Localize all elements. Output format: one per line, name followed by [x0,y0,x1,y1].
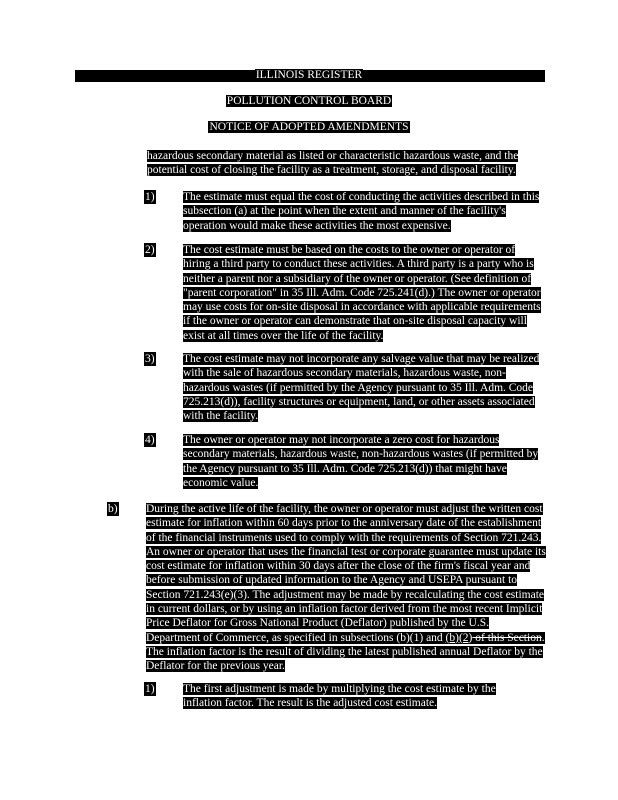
item-b1-text: The first adjustment is made by multiplying the cost estimate by the inflation factor. The result is the adjusted cost estimate. [183,683,496,710]
item-b-text: During the active life of the facility, the owner or operator must adjust the written cost estimate for inflation within 60 days prior to the anniversary date of the establishment of the financial instruments used to comply with the requirements of Section 721.243. An owner or operator that uses the financial test or corporate guarantee must update its cost estimate for inflation within 30 days after the close of the firm's fiscal year and before submission of updated information to the Agency and USEPA pursuant to Section 721.243(e)(3). The adjustment may be made by recalculating the cost estimate in current dollars, or by using an inflation factor derived from the most recent Implicit Price Deflator for Gross National Product (Deflator) published by the U.S. Department of Commerce, as specified in subsections (b)(1) and (b)(2) of this Section. The inflation factor is the result of dividing the latest published annual Deflator by the Deflator for the previous year. [146,503,546,673]
item-b1-marker: 1) [145,683,155,695]
item-2-text: The cost estimate must be based on the costs to the owner or operator of hiring a third party to conduct these activities. A third party is a party who is neither a parent nor a subsidiary of the owner or operator. (See definition of "parent corporation" in 35 Ill. Adm. Code 725.241(d).) The owner or operator may use costs for on-site disposal in accordance with applicable requirements if the owner or operator can demonstrate that on-site disposal capacity will exist at all times over the life of the facility. [183,244,541,342]
register-title: ILLINOIS REGISTER [255,69,363,81]
item-b-marker: b) [108,503,118,515]
intro-paragraph: hazardous secondary material as listed or characteristic hazardous waste, and the potential cost of closing the facility as a treatment, storage, and disposal facility. [147,150,519,177]
subsection-reference: (b)(2) [445,631,473,644]
board-title: POLLUTION CONTROL BOARD [226,95,392,107]
item-3-text: The cost estimate may not incorporate any salvage value that may be realized with the sale of hazardous secondary materials, hazardous waste, non-hazardous wastes (if permitted by the Agency pursuant to 35 Ill. Adm. Code 725.213(d)), facility structures or equipment, land, or other assets associated with the facility. [183,353,540,423]
notice-title: NOTICE OF ADOPTED AMENDMENTS [209,121,409,133]
item-2-marker: 2) [145,244,155,256]
item-1-marker: 1) [145,191,155,203]
item-4-marker: 4) [145,434,155,446]
item-3-marker: 3) [145,353,155,365]
item-4-text: The owner or operator may not incorporate a zero cost for hazardous secondary materials, hazardous waste, non-hazardous wastes (if permitted by the Agency pursuant to 35 Ill. Adm. Code 725.213(d)) that might have economic value. [183,434,539,489]
struck-text: of this Section [472,631,542,644]
item-1-text: The estimate must equal the cost of conducting the activities described in this subsection (a) at the point when the extent and manner of the facility's operation would make these activities the most expensive. [183,191,540,232]
